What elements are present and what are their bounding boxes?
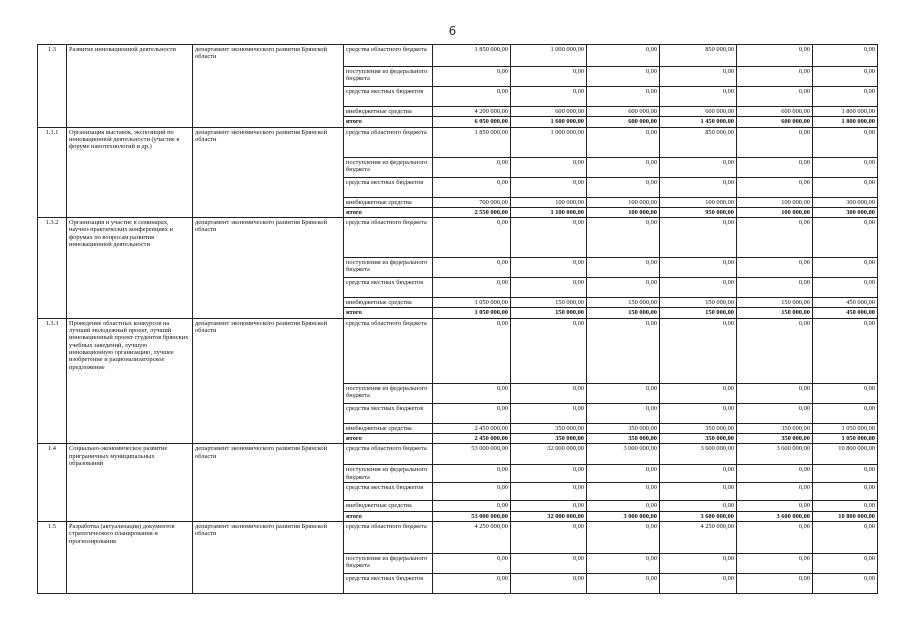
amount-cell: 600 000,00: [587, 107, 660, 117]
funding-source: внебюджетные средства: [344, 107, 433, 117]
amount-cell: 0,00: [813, 218, 878, 258]
amount-cell: 0,00: [813, 318, 878, 383]
funding-source: поступления из федерального бюджета: [344, 67, 433, 87]
amount-cell: 150 000,00: [511, 308, 587, 318]
amount-cell: 100 000,00: [737, 207, 813, 217]
funding-source: поступления из федерального бюджета: [344, 157, 433, 177]
amount-cell: 0,00: [587, 573, 660, 593]
amount-cell: 0,00: [737, 403, 813, 423]
amount-cell: 350 000,00: [660, 434, 737, 444]
amount-cell: 1 850 000,00: [433, 45, 511, 67]
amount-cell: 350 000,00: [587, 434, 660, 444]
amount-cell: 600 000,00: [737, 117, 813, 127]
amount-cell: 10 800 000,00: [813, 444, 878, 465]
funding-source: поступления из федерального бюджета: [344, 553, 433, 573]
amount-cell: 3 600 000,00: [660, 511, 737, 521]
funding-source: внебюджетные средства: [344, 298, 433, 308]
section-executor: департамент экономического развития Брянской области: [193, 318, 344, 444]
section-executor: департамент экономического развития Брянской области: [193, 218, 344, 319]
section-executor: департамент экономического развития Брянской области: [193, 521, 344, 593]
amount-cell: 0,00: [433, 465, 511, 483]
section-index: 1.3.3: [38, 318, 67, 444]
amount-cell: 0,00: [660, 465, 737, 483]
amount-cell: 0,00: [737, 258, 813, 278]
amount-cell: 0,00: [737, 87, 813, 107]
funding-source: внебюджетные средства: [344, 197, 433, 207]
funding-source: средства областного бюджета: [344, 318, 433, 383]
amount-cell: 0,00: [737, 318, 813, 383]
amount-cell: 850 000,00: [660, 45, 737, 67]
amount-cell: 600 000,00: [511, 107, 587, 117]
amount-cell: 0,00: [660, 87, 737, 107]
amount-cell: 1 100 000,00: [511, 207, 587, 217]
amount-cell: 1 050 000,00: [813, 434, 878, 444]
amount-cell: 0,00: [737, 501, 813, 511]
amount-cell: 0,00: [587, 278, 660, 298]
funding-source: средства областного бюджета: [344, 521, 433, 553]
amount-cell: 350 000,00: [511, 423, 587, 433]
table-row: [38, 127, 878, 157]
amount-cell: 2 450 000,00: [433, 423, 511, 433]
amount-cell: 0,00: [660, 483, 737, 501]
amount-cell: 150 000,00: [511, 298, 587, 308]
section-name: Проведение областных конкурсов на лучший молодежный проект, лучший инновационный проект студентов брянских учебных заведений, лучшую инновационную организацию, лучшее изобретение и рационализаторское предложение: [67, 318, 193, 444]
amount-cell: 0,00: [660, 278, 737, 298]
amount-cell: 350 000,00: [660, 423, 737, 433]
amount-cell: 0,00: [737, 483, 813, 501]
funding-source: средства местных бюджетов: [344, 573, 433, 593]
amount-cell: 0,00: [737, 218, 813, 258]
amount-cell: 0,00: [587, 218, 660, 258]
amount-cell: 0,00: [587, 318, 660, 383]
amount-cell: 100 000,00: [660, 197, 737, 207]
amount-cell: 0,00: [813, 573, 878, 593]
amount-cell: 150 000,00: [660, 298, 737, 308]
amount-cell: 0,00: [660, 318, 737, 383]
amount-cell: 0,00: [587, 127, 660, 157]
amount-cell: 0,00: [813, 177, 878, 197]
amount-cell: 0,00: [433, 383, 511, 403]
funding-source: поступления из федерального бюджета: [344, 383, 433, 403]
amount-cell: 600 000,00: [587, 117, 660, 127]
amount-cell: 0,00: [587, 403, 660, 423]
amount-cell: 0,00: [433, 573, 511, 593]
amount-cell: 0,00: [813, 127, 878, 157]
amount-cell: 0,00: [587, 501, 660, 511]
amount-cell: 0,00: [433, 318, 511, 383]
amount-cell: 0,00: [737, 553, 813, 573]
amount-cell: 0,00: [587, 258, 660, 278]
section-index: 1.3: [38, 45, 67, 128]
funding-source: итого: [344, 117, 433, 127]
amount-cell: 0,00: [737, 278, 813, 298]
funding-source: итого: [344, 434, 433, 444]
amount-cell: 53 000 000,00: [433, 444, 511, 465]
budget-table-body: [38, 45, 878, 594]
amount-cell: 0,00: [587, 383, 660, 403]
funding-source: средства местных бюджетов: [344, 483, 433, 501]
funding-source: внебюджетные средства: [344, 501, 433, 511]
amount-cell: 0,00: [587, 553, 660, 573]
amount-cell: 4 250 000,00: [433, 521, 511, 553]
amount-cell: 0,00: [511, 87, 587, 107]
funding-source: средства местных бюджетов: [344, 87, 433, 107]
amount-cell: 1 000 000,00: [511, 45, 587, 67]
amount-cell: 150 000,00: [587, 308, 660, 318]
amount-cell: 1 600 000,00: [511, 117, 587, 127]
amount-cell: 0,00: [511, 383, 587, 403]
amount-cell: 0,00: [511, 278, 587, 298]
amount-cell: 0,00: [433, 403, 511, 423]
amount-cell: 0,00: [511, 465, 587, 483]
amount-cell: 0,00: [737, 45, 813, 67]
amount-cell: 0,00: [511, 177, 587, 197]
amount-cell: 1 800 000,00: [813, 107, 878, 117]
amount-cell: 100 000,00: [737, 197, 813, 207]
amount-cell: 350 000,00: [587, 423, 660, 433]
amount-cell: 0,00: [813, 383, 878, 403]
table-row: [38, 45, 878, 67]
amount-cell: 0,00: [813, 483, 878, 501]
amount-cell: 0,00: [813, 553, 878, 573]
amount-cell: 0,00: [660, 403, 737, 423]
amount-cell: 600 000,00: [737, 107, 813, 117]
amount-cell: 0,00: [511, 157, 587, 177]
funding-source: средства областного бюджета: [344, 218, 433, 258]
amount-cell: 100 000,00: [511, 197, 587, 207]
amount-cell: 1 850 000,00: [433, 127, 511, 157]
amount-cell: 4 200 000,00: [433, 107, 511, 117]
section-executor: департамент экономического развития Брянской области: [193, 444, 344, 522]
amount-cell: 100 000,00: [587, 207, 660, 217]
amount-cell: 0,00: [813, 278, 878, 298]
amount-cell: 0,00: [511, 218, 587, 258]
amount-cell: 0,00: [587, 45, 660, 67]
funding-source: средства местных бюджетов: [344, 403, 433, 423]
funding-source: итого: [344, 511, 433, 521]
amount-cell: 300 000,00: [813, 207, 878, 217]
amount-cell: 350 000,00: [737, 434, 813, 444]
amount-cell: 100 000,00: [587, 197, 660, 207]
amount-cell: 150 000,00: [737, 298, 813, 308]
table-row: [38, 218, 878, 258]
amount-cell: 3 600 000,00: [737, 511, 813, 521]
amount-cell: 0,00: [511, 318, 587, 383]
amount-cell: 0,00: [737, 127, 813, 157]
section-executor: департамент экономического развития Брянской области: [193, 45, 344, 128]
table-row: [38, 444, 878, 465]
amount-cell: 700 000,00: [433, 197, 511, 207]
amount-cell: 150 000,00: [587, 298, 660, 308]
amount-cell: 0,00: [433, 87, 511, 107]
section-index: 1.3.1: [38, 127, 67, 218]
funding-source: внебюджетные средства: [344, 423, 433, 433]
amount-cell: 0,00: [813, 258, 878, 278]
amount-cell: 3 000 000,00: [587, 511, 660, 521]
amount-cell: 0,00: [813, 157, 878, 177]
amount-cell: 0,00: [511, 501, 587, 511]
amount-cell: 350 000,00: [737, 423, 813, 433]
amount-cell: 450 000,00: [813, 308, 878, 318]
amount-cell: 0,00: [433, 501, 511, 511]
amount-cell: 300 000,00: [813, 197, 878, 207]
amount-cell: 0,00: [511, 258, 587, 278]
section-name: Развитие инновационной деятельности: [67, 45, 193, 128]
amount-cell: 0,00: [660, 67, 737, 87]
amount-cell: 0,00: [433, 177, 511, 197]
section-executor: департамент экономического развития Брянской области: [193, 127, 344, 218]
amount-cell: 0,00: [813, 521, 878, 553]
amount-cell: 0,00: [587, 177, 660, 197]
amount-cell: 0,00: [511, 573, 587, 593]
funding-source: средства областного бюджета: [344, 45, 433, 67]
amount-cell: 0,00: [433, 553, 511, 573]
amount-cell: 950 000,00: [660, 207, 737, 217]
amount-cell: 0,00: [737, 383, 813, 403]
amount-cell: 0,00: [433, 483, 511, 501]
amount-cell: 0,00: [511, 67, 587, 87]
amount-cell: 0,00: [737, 465, 813, 483]
amount-cell: 1 050 000,00: [433, 298, 511, 308]
budget-table: [37, 44, 878, 594]
section-name: Организация и участие в семинарах, научно-практических конференциях и форумах по вопросам развития инновационной деятельности: [67, 218, 193, 319]
amount-cell: 0,00: [660, 501, 737, 511]
amount-cell: 0,00: [587, 483, 660, 501]
amount-cell: 0,00: [511, 553, 587, 573]
amount-cell: 32 000 000,00: [511, 444, 587, 465]
amount-cell: 0,00: [737, 177, 813, 197]
section-index: 1.5: [38, 521, 67, 593]
amount-cell: 0,00: [433, 157, 511, 177]
amount-cell: 0,00: [660, 218, 737, 258]
amount-cell: 450 000,00: [813, 298, 878, 308]
amount-cell: 2 450 000,00: [433, 434, 511, 444]
funding-source: средства местных бюджетов: [344, 177, 433, 197]
amount-cell: 0,00: [587, 87, 660, 107]
amount-cell: 0,00: [813, 45, 878, 67]
section-name: Разработка (актуализация) документов стратегического планирования и прогнозирования: [67, 521, 193, 593]
amount-cell: 0,00: [813, 465, 878, 483]
amount-cell: 0,00: [660, 258, 737, 278]
amount-cell: 2 550 000,00: [433, 207, 511, 217]
table-row: [38, 318, 878, 383]
amount-cell: 0,00: [511, 403, 587, 423]
amount-cell: 3 600 000,00: [660, 444, 737, 465]
amount-cell: 1 800 000,00: [813, 117, 878, 127]
table-row: [38, 521, 878, 553]
amount-cell: 53 000 000,00: [433, 511, 511, 521]
amount-cell: 4 250 000,00: [660, 521, 737, 553]
amount-cell: 0,00: [737, 67, 813, 87]
amount-cell: 350 000,00: [511, 434, 587, 444]
funding-source: поступления из федерального бюджета: [344, 465, 433, 483]
funding-source: средства областного бюджета: [344, 444, 433, 465]
amount-cell: 150 000,00: [660, 308, 737, 318]
amount-cell: 0,00: [433, 67, 511, 87]
amount-cell: 0,00: [660, 553, 737, 573]
section-index: 1.3.2: [38, 218, 67, 319]
amount-cell: 0,00: [587, 157, 660, 177]
amount-cell: 0,00: [511, 521, 587, 553]
amount-cell: 0,00: [587, 465, 660, 483]
amount-cell: 3 600 000,00: [737, 444, 813, 465]
amount-cell: 0,00: [660, 573, 737, 593]
funding-source: итого: [344, 308, 433, 318]
amount-cell: 6 050 000,00: [433, 117, 511, 127]
amount-cell: 150 000,00: [737, 308, 813, 318]
amount-cell: 32 000 000,00: [511, 511, 587, 521]
funding-source: средства областного бюджета: [344, 127, 433, 157]
section-name: Социально-экономическое развитие приграничных муниципальных образований: [67, 444, 193, 522]
amount-cell: 0,00: [587, 67, 660, 87]
amount-cell: 1 000 000,00: [511, 127, 587, 157]
amount-cell: 3 000 000,00: [587, 444, 660, 465]
amount-cell: 1 450 000,00: [660, 117, 737, 127]
amount-cell: 0,00: [660, 157, 737, 177]
amount-cell: 0,00: [660, 383, 737, 403]
amount-cell: 1 050 000,00: [813, 423, 878, 433]
amount-cell: 0,00: [737, 573, 813, 593]
amount-cell: 0,00: [511, 483, 587, 501]
funding-source: итого: [344, 207, 433, 217]
amount-cell: 0,00: [737, 521, 813, 553]
funding-source: поступления из федерального бюджета: [344, 258, 433, 278]
amount-cell: 0,00: [433, 278, 511, 298]
amount-cell: 0,00: [737, 157, 813, 177]
amount-cell: 0,00: [660, 177, 737, 197]
amount-cell: 0,00: [433, 258, 511, 278]
amount-cell: 1 050 000,00: [433, 308, 511, 318]
section-index: 1.4: [38, 444, 67, 522]
amount-cell: 0,00: [587, 521, 660, 553]
amount-cell: 10 800 000,00: [813, 511, 878, 521]
amount-cell: 600 000,00: [660, 107, 737, 117]
amount-cell: 850 000,00: [660, 127, 737, 157]
page-number: 6: [448, 24, 457, 38]
section-name: Организация выставок, экспозиций по инновационной деятельности (участие в форуме нанотехнологий и др.): [67, 127, 193, 218]
amount-cell: 0,00: [813, 501, 878, 511]
amount-cell: 0,00: [813, 67, 878, 87]
amount-cell: 0,00: [813, 403, 878, 423]
amount-cell: 0,00: [813, 87, 878, 107]
amount-cell: 0,00: [433, 218, 511, 258]
funding-source: средства местных бюджетов: [344, 278, 433, 298]
